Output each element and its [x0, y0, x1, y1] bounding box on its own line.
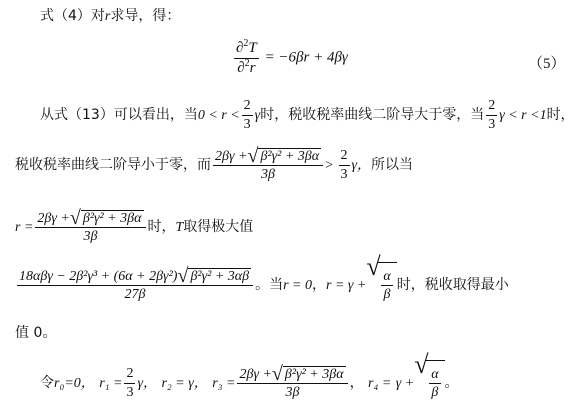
- end-period: 。: [444, 375, 459, 391]
- root-fraction-den: 3β: [83, 229, 98, 244]
- sqrt-alpha-beta: √ $\frac{\alpha}{\beta}$: [366, 262, 396, 309]
- alpha-over-beta: [381, 269, 392, 303]
- superscript: 2: [243, 38, 249, 49]
- intro-prefix: 式（4）对: [40, 8, 105, 24]
- root-fraction: [213, 144, 323, 183]
- sqrt-radical: √ β²γ² + 3βα: [247, 144, 320, 167]
- r0-def: r₀=0，: [54, 376, 95, 391]
- r4-lhs: r₄ =: [368, 376, 392, 391]
- var-r: r: [249, 59, 256, 76]
- r3-lhs: r₃ =: [212, 376, 236, 391]
- frac-num: 2: [124, 366, 135, 383]
- frac-den: 3: [126, 384, 134, 400]
- paragraph-5: 值 0。: [15, 325, 57, 341]
- para4-text-1: 。当: [255, 277, 284, 293]
- r4-sqrt: √ $\frac{\alpha}{\beta}$: [414, 360, 444, 407]
- para3-text-2: 取得极大值: [183, 219, 254, 235]
- r1-rhs: γ，: [137, 376, 158, 391]
- root-fraction-num-a: 2βγ +: [37, 210, 70, 226]
- equation-number: （5）: [528, 56, 566, 72]
- paragraph-3: [15, 205, 253, 250]
- max-value-fraction: [17, 264, 253, 303]
- intro-suffix: 求导，得：: [110, 8, 181, 24]
- sep: ，: [312, 277, 326, 293]
- equation-5-rhs: = −6βr + 4βγ: [264, 49, 348, 66]
- inequality-2-right: γ < r <1: [499, 108, 547, 123]
- fraction-two-thirds: [242, 98, 253, 132]
- frac-num: 2: [339, 148, 350, 165]
- intro-var-r: r: [104, 9, 111, 24]
- r3-fraction: [237, 362, 347, 401]
- root-fraction-den: 3β: [261, 167, 276, 182]
- frac-den: 3: [243, 116, 251, 132]
- superscript: 2: [244, 57, 250, 69]
- frac-den: 3: [340, 166, 348, 182]
- frac-den: β: [431, 385, 439, 401]
- second-derivative-fraction: [234, 40, 259, 76]
- r3-sep: ，: [349, 376, 364, 391]
- root-fraction-r: [35, 206, 145, 245]
- para1-text-2: 时，税收税率曲线二阶导大于零，当: [260, 107, 485, 123]
- r4-rhs: γ +: [395, 376, 415, 391]
- sqrt-radical: √ β²γ² + 3αβ: [177, 264, 250, 287]
- var-T: T: [175, 220, 184, 235]
- partial-symbol: ∂: [236, 40, 244, 56]
- max-num-a: 18αβγ − 2β²γ³ + (6α + 2βγ²): [19, 268, 178, 284]
- radicand: β²γ² + 3βα: [260, 148, 320, 164]
- paragraph-2: [15, 143, 413, 188]
- partial-symbol: ∂: [237, 59, 245, 76]
- gamma-after: γ，: [351, 158, 372, 173]
- r1-lhs: r₁ =: [99, 376, 123, 391]
- frac-num: α: [381, 269, 392, 286]
- para4-text-2: 时，税收取得最小: [396, 277, 509, 293]
- frac-den: 3: [488, 116, 496, 132]
- para1-text-1: 从式（13）可以看出，当: [40, 107, 198, 123]
- frac-num: α: [429, 367, 440, 384]
- paragraph-1: [40, 95, 575, 136]
- radicand: β²γ² + 3αβ: [190, 268, 250, 284]
- r3-num-a: 2βγ +: [239, 366, 272, 382]
- paragraph-6: [40, 350, 459, 407]
- para1-text-3: 时，: [546, 107, 575, 123]
- fraction-two-thirds-3: [339, 148, 350, 182]
- root-fraction-num-a: 2βγ +: [215, 148, 248, 164]
- r-equals: r =: [15, 220, 34, 235]
- para2-text-2: 所以当: [371, 157, 414, 173]
- r3-den: 3β: [285, 385, 300, 400]
- max-den: 27β: [124, 287, 146, 302]
- radicand: β²γ² + 3βα: [82, 210, 142, 226]
- paragraph-4: [15, 252, 509, 309]
- inequality-1-left: 0 < r <: [197, 108, 240, 123]
- radicand: β²γ² + 3βα: [284, 366, 344, 382]
- para2-text-1: 税收税率曲线二阶导小于零，而: [15, 157, 211, 173]
- equation-5: [232, 40, 348, 76]
- para6-prefix: 令: [40, 375, 54, 391]
- alpha-over-beta: [429, 367, 440, 401]
- sqrt-radical: √ β²γ² + 3βα: [271, 362, 344, 385]
- intro-line: [40, 5, 180, 25]
- fraction-two-thirds-2: [486, 98, 497, 132]
- r-equals-zero: r = 0: [283, 278, 312, 293]
- greater-than: >: [325, 158, 337, 173]
- r1-fraction: [124, 366, 135, 400]
- frac-den: β: [383, 287, 391, 303]
- r-equals-gamma: r = γ +: [326, 278, 367, 293]
- frac-num: 2: [242, 98, 253, 115]
- var-T: T: [248, 40, 257, 56]
- frac-num: 2: [486, 98, 497, 115]
- inequality-1-right: γ: [254, 108, 261, 123]
- para3-text-1: 时，: [147, 219, 176, 235]
- r2-def: r₂ = γ，: [161, 376, 208, 391]
- sqrt-radical: √ β²γ² + 3βα: [69, 206, 142, 229]
